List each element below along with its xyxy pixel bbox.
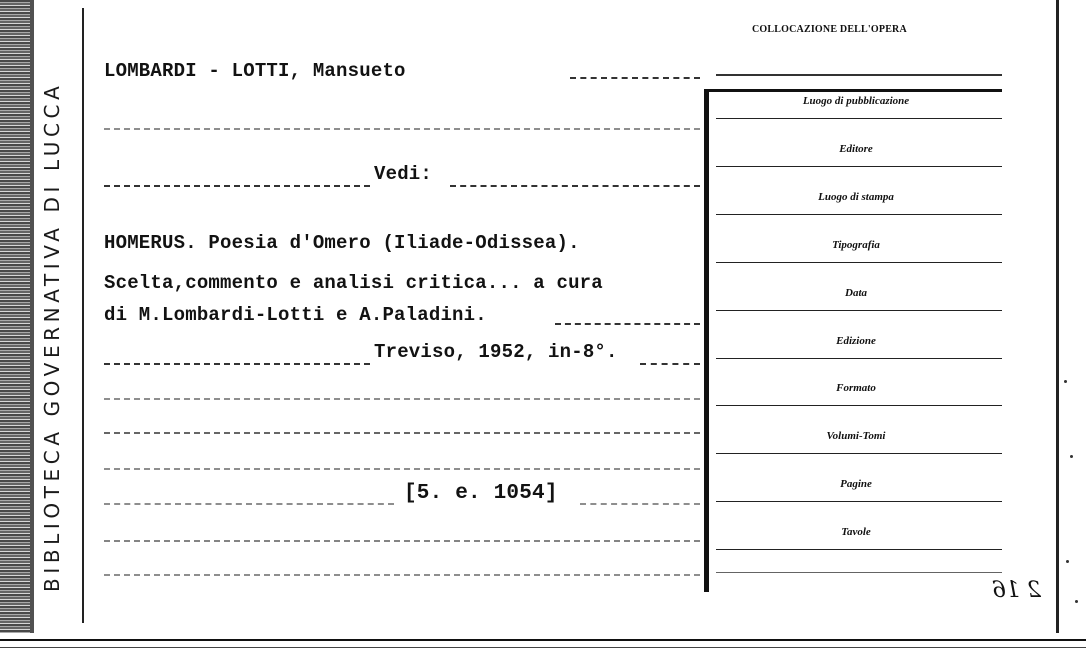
field-place-of-publication: Luogo di pubblicazione	[802, 95, 910, 107]
rule-line	[716, 572, 1002, 573]
rule-line	[104, 185, 370, 187]
title-line-2: Scelta,commento e analisi critica... a cura	[104, 272, 603, 294]
collocation-box-left	[704, 92, 709, 592]
collocation-header: COLLOCAZIONE DELL'OPERA	[752, 24, 907, 35]
scan-speckle	[1070, 455, 1073, 458]
rule-line	[450, 185, 700, 187]
rule-line	[104, 398, 700, 400]
author-name: LOMBARDI - LOTTI, Mansueto	[104, 60, 406, 82]
rule-line	[104, 432, 700, 434]
field-publisher: Editore	[839, 143, 873, 155]
scan-speckle	[1064, 380, 1067, 383]
field-volumes: Volumi-Tomi	[826, 430, 886, 442]
field-pages: Pagine	[840, 478, 872, 490]
title-line-3: di M.Lombardi-Lotti e A.Paladini.	[104, 304, 487, 326]
see-label: Vedi:	[374, 163, 433, 185]
rule-line	[716, 166, 1002, 167]
rule-line	[580, 503, 700, 505]
rule-line	[104, 468, 700, 470]
field-date: Data	[845, 287, 867, 299]
rule-line	[104, 540, 700, 542]
rule-line	[716, 74, 1002, 76]
field-edition: Edizione	[836, 335, 876, 347]
rule-line	[555, 323, 700, 325]
rule-line	[716, 501, 1002, 502]
scan-speckle	[1075, 600, 1078, 603]
field-format: Formato	[836, 382, 876, 394]
field-printer: Tipografia	[832, 239, 880, 251]
library-name: BIBLIOTECA GOVERNATIVA DI LUCCA	[40, 81, 64, 592]
scanned-bottom-edge	[0, 633, 1086, 657]
rule-line	[570, 77, 700, 79]
rule-line	[640, 363, 700, 365]
rule-line	[716, 549, 1002, 550]
shelfmark: [5. e. 1054]	[404, 482, 558, 505]
rule-line	[716, 405, 1002, 406]
scanned-left-edge	[0, 0, 30, 657]
rule-line	[716, 214, 1002, 215]
field-place-of-printing: Luogo di stampa	[818, 191, 894, 203]
rule-line	[716, 118, 1002, 119]
rule-line	[716, 453, 1002, 454]
margin-rule	[82, 8, 84, 623]
rule-line	[716, 310, 1002, 311]
scan-speckle	[1066, 560, 1069, 563]
field-plates: Tavole	[841, 526, 871, 538]
collocation-box-top	[704, 89, 1002, 92]
rule-line	[716, 358, 1002, 359]
title-line-1: HOMERUS. Poesia d'Omero (Iliade-Odissea).	[104, 232, 580, 254]
rule-line	[104, 363, 370, 365]
rule-line	[104, 574, 700, 576]
rule-line	[716, 262, 1002, 263]
handwritten-number: 2 16	[992, 578, 1041, 603]
rule-line	[104, 128, 700, 130]
rule-line	[104, 503, 394, 505]
imprint-line: Treviso, 1952, in-8°.	[374, 341, 618, 363]
scanned-right-edge	[1056, 0, 1059, 657]
